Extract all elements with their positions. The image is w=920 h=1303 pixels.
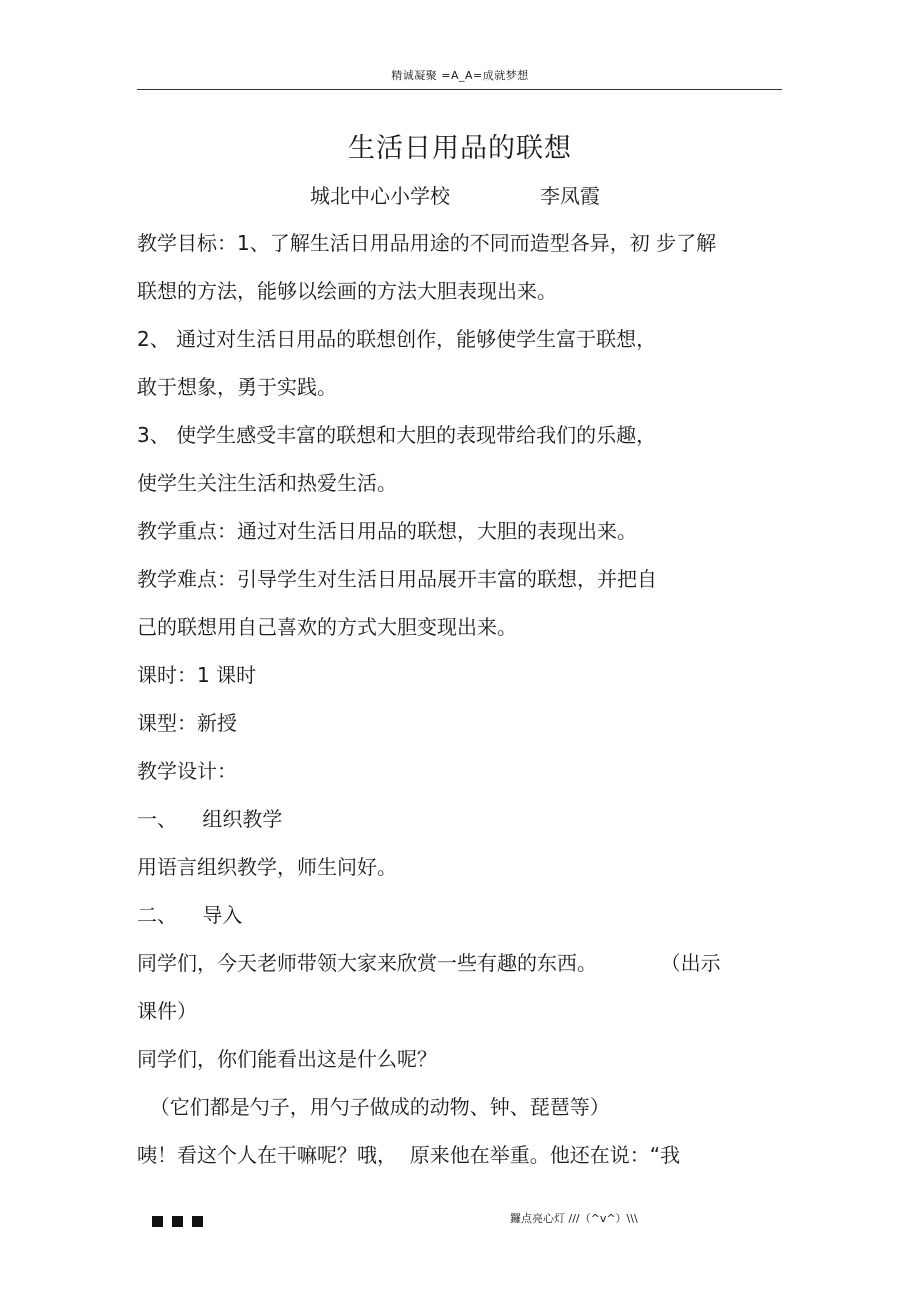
body-line: （它们都是勺子，用勺子做成的动物、钟、琵琶等）: [137, 1095, 610, 1119]
body-line: 课型：新授: [137, 711, 237, 735]
body-line: 己的联想用自己喜欢的方式大胆变现出来。: [137, 615, 517, 639]
body-line: 同学们，你们能看出这是什么呢？: [137, 1047, 437, 1071]
body-line: 教学重点：通过对生活日用品的联想，大胆的表现出来。: [137, 519, 637, 543]
body-line: 联想的方法，能够以绘画的方法大胆表现出来。: [137, 279, 557, 303]
document-title: 生活日用品的联想: [348, 133, 572, 164]
section-heading: 二、 导入: [137, 903, 243, 927]
square-icon: [152, 1216, 163, 1227]
section-heading: 一、 组织教学: [137, 807, 283, 831]
body-line: 教学难点：引导学生对生活日用品展开丰富的联想，并把自: [137, 567, 657, 591]
body-line: 2、 通过对生活日用品的联想创作，能够使学生富于联想，: [137, 327, 657, 351]
body-line: 教学设计：: [137, 759, 237, 783]
body-line: 同学们，今天老师带领大家来欣赏一些有趣的东西。 （出示: [137, 951, 721, 975]
square-icon: [192, 1216, 203, 1227]
body-line: 课时：1 课时: [137, 663, 257, 687]
body-line: 课件）: [137, 999, 197, 1023]
header-divider: [137, 89, 782, 90]
author-school: 城北中心小学校: [310, 184, 450, 208]
footer-squares: [152, 1212, 212, 1231]
body-line: 3、 使学生感受丰富的联想和大胆的表现带给我们的乐趣，: [137, 423, 657, 447]
body-line: 教学目标：1、了解生活日用品用途的不同而造型各异，初 步了解: [137, 231, 717, 255]
page-footer: 鑼点亮心灯 ///（^v^）\\\: [510, 1212, 638, 1225]
body-line: 用语言组织教学，师生问好。: [137, 855, 397, 879]
body-line: 敢于想象，勇于实践。: [137, 375, 337, 399]
square-icon: [172, 1216, 183, 1227]
author-name: 李凤霞: [540, 184, 600, 208]
page-header: 精诚凝聚 =A_A=成就梦想: [391, 69, 529, 82]
body-line: 使学生关注生活和热爱生活。: [137, 471, 397, 495]
body-line: 咦！看这个人在干嘛呢？哦， 原来他在举重。他还在说：“我: [137, 1143, 681, 1167]
